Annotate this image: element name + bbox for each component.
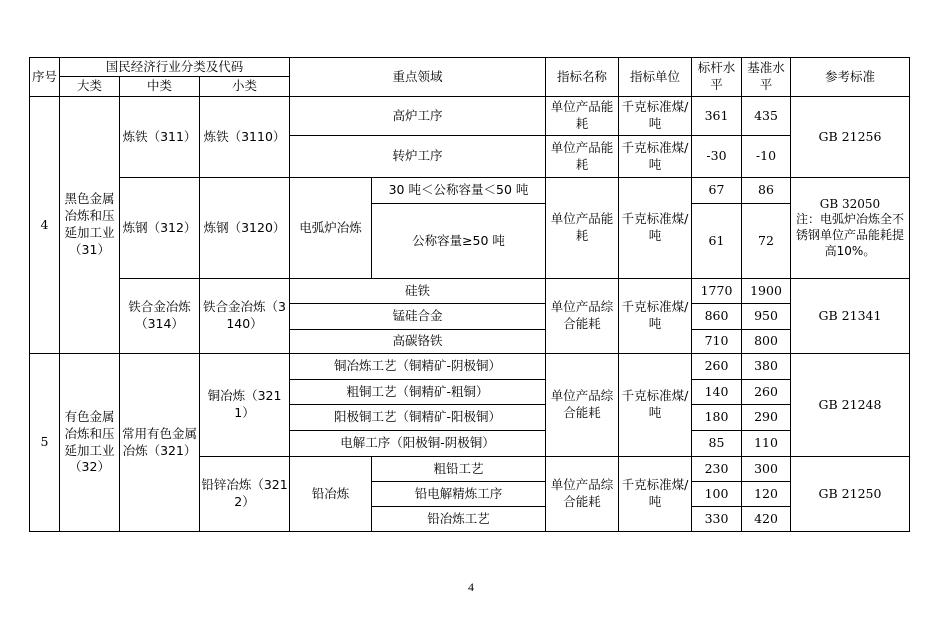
benchmark-cell: 710 — [692, 330, 742, 354]
indicator-unit-cell: 千克标准煤/吨 — [619, 178, 692, 279]
baseline-cell: 120 — [742, 482, 791, 507]
benchmark-cell: 860 — [692, 304, 742, 330]
field-group-cell: 电弧炉冶炼 — [290, 178, 372, 279]
field-cell: 阳极铜工艺（铜精矿-阳极铜） — [290, 405, 546, 431]
header-major: 大类 — [60, 77, 120, 97]
field-cell: 高炉工序 — [290, 97, 546, 136]
baseline-cell: 1900 — [742, 279, 791, 304]
table-row — [30, 97, 910, 136]
baseline-cell: 380 — [742, 354, 791, 380]
minor-category-cell: 铜冶炼（3211） — [200, 354, 290, 457]
header-indicator-unit: 指标单位 — [619, 58, 692, 97]
seq-cell: 4 — [30, 97, 60, 354]
benchmark-cell: 1770 — [692, 279, 742, 304]
field-cell: 高碳铬铁 — [290, 330, 546, 354]
minor-category-cell: 炼钢（3120） — [200, 178, 290, 279]
header-reference: 参考标准 — [791, 58, 910, 97]
middle-category-cell: 常用有色金属冶炼（321） — [120, 354, 200, 532]
indicator-name-cell: 单位产品能耗 — [546, 178, 619, 279]
header-benchmark: 标杆水平 — [692, 58, 742, 97]
baseline-cell: 72 — [742, 204, 791, 279]
benchmark-cell: 67 — [692, 178, 742, 204]
field-cell: 转炉工序 — [290, 136, 546, 178]
baseline-cell: 800 — [742, 330, 791, 354]
field-cell: 锰硅合金 — [290, 304, 546, 330]
baseline-cell: 290 — [742, 405, 791, 431]
benchmark-cell: 61 — [692, 204, 742, 279]
page-number: 4 — [468, 580, 474, 594]
indicator-name-cell: 单位产品能耗 — [546, 97, 619, 136]
indicator-name-cell: 单位产品综合能耗 — [546, 279, 619, 354]
minor-category-cell: 铅锌冶炼（3212） — [200, 457, 290, 532]
indicator-unit-cell: 千克标准煤/吨 — [619, 97, 692, 136]
indicator-name-cell: 单位产品综合能耗 — [546, 457, 619, 532]
field-cell: 电解工序（阳极铜-阴极铜） — [290, 431, 546, 457]
middle-category-cell: 铁合金冶炼（314） — [120, 279, 200, 354]
standards-table — [29, 57, 910, 532]
reference-cell: GB 21256 — [791, 97, 910, 178]
field-cell: 30 吨＜公称容量＜50 吨 — [372, 178, 546, 204]
field-cell: 公称容量≥50 吨 — [372, 204, 546, 279]
benchmark-cell: 180 — [692, 405, 742, 431]
field-cell: 铜冶炼工艺（铜精矿-阴极铜） — [290, 354, 546, 380]
benchmark-cell: 330 — [692, 507, 742, 532]
benchmark-cell: 100 — [692, 482, 742, 507]
middle-category-cell: 炼钢（312） — [120, 178, 200, 279]
middle-category-cell: 炼铁（311） — [120, 97, 200, 178]
header-indicator-name: 指标名称 — [546, 58, 619, 97]
baseline-cell: 950 — [742, 304, 791, 330]
major-category-cell: 黑色金属冶炼和压延加工业（31） — [60, 97, 120, 354]
baseline-cell: 420 — [742, 507, 791, 532]
benchmark-cell: 85 — [692, 431, 742, 457]
indicator-unit-cell: 千克标准煤/吨 — [619, 457, 692, 532]
reference-cell — [791, 178, 910, 279]
header-minor: 小类 — [200, 77, 290, 97]
table-row — [30, 279, 910, 304]
header-industry-group: 国民经济行业分类及代码 — [60, 58, 290, 77]
indicator-name-cell: 单位产品能耗 — [546, 136, 619, 178]
minor-category-cell: 铁合金冶炼（3140） — [200, 279, 290, 354]
benchmark-cell: 140 — [692, 380, 742, 405]
baseline-cell: 300 — [742, 457, 791, 482]
benchmark-cell: 230 — [692, 457, 742, 482]
baseline-cell: 86 — [742, 178, 791, 204]
benchmark-cell: 260 — [692, 354, 742, 380]
header-seq: 序号 — [30, 58, 60, 97]
field-cell: 硅铁 — [290, 279, 546, 304]
seq-cell: 5 — [30, 354, 60, 532]
baseline-cell: 110 — [742, 431, 791, 457]
baseline-cell: 260 — [742, 380, 791, 405]
reference-code: GB 32050 — [819, 196, 881, 211]
benchmark-cell: 361 — [692, 97, 742, 136]
header-baseline: 基准水平 — [742, 58, 791, 97]
table-row — [30, 178, 910, 203]
reference-note: 注：电弧炉冶炼全不锈钢单位产品能耗提高10%。 — [795, 212, 904, 258]
baseline-cell: 435 — [742, 97, 791, 136]
reference-cell: GB 21341 — [791, 279, 910, 354]
field-cell: 铅电解精炼工序 — [372, 482, 546, 507]
indicator-unit-cell: 千克标准煤/吨 — [619, 354, 692, 457]
field-cell: 粗铜工艺（铜精矿-粗铜） — [290, 380, 546, 405]
reference-cell: GB 21250 — [791, 457, 910, 532]
header-field: 重点领域 — [290, 58, 546, 97]
major-category-cell: 有色金属冶炼和压延加工业（32） — [60, 354, 120, 532]
field-cell: 粗铅工艺 — [372, 457, 546, 482]
indicator-unit-cell: 千克标准煤/吨 — [619, 136, 692, 178]
field-cell: 铅冶炼工艺 — [372, 507, 546, 532]
indicator-unit-cell: 千克标准煤/吨 — [619, 279, 692, 354]
field-group-cell: 铅冶炼 — [290, 457, 372, 532]
benchmark-cell: -30 — [692, 136, 742, 178]
table-row — [30, 354, 910, 380]
baseline-cell: -10 — [742, 136, 791, 178]
indicator-name-cell: 单位产品综合能耗 — [546, 354, 619, 457]
reference-cell: GB 21248 — [791, 354, 910, 457]
header-middle: 中类 — [120, 77, 200, 97]
minor-category-cell: 炼铁（3110） — [200, 97, 290, 178]
